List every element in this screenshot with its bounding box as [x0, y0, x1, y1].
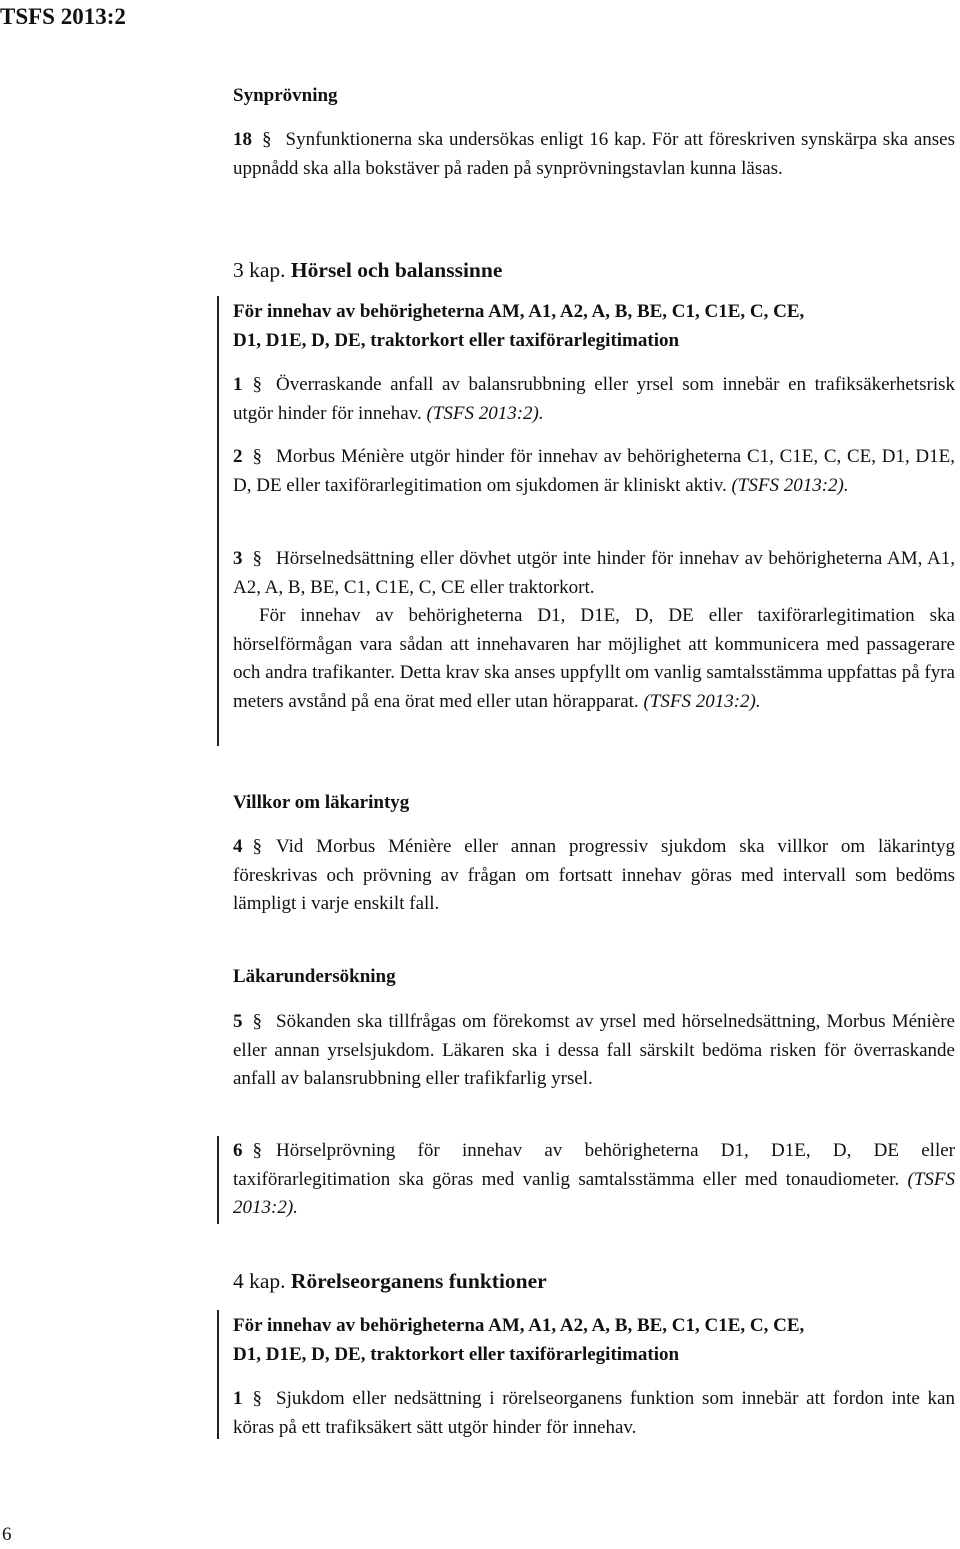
paragraph-sign: §: [252, 548, 262, 569]
amendment-reference: (TSFS 2013:2).: [643, 690, 761, 712]
scope-heading-kap3: [233, 298, 955, 355]
paragraph-number: 18: [233, 129, 252, 150]
chapter-name: Hörsel och balanssinne: [290, 258, 503, 282]
paragraph-text: Vid Morbus Ménière eller annan progressiv sjukdom ska villkor om läkarintyg föreskrivas och prövning av frågan om fortsatt innehav göras med intervall som bedöms lämpligt i varje enskilt fall.: [233, 836, 955, 914]
paragraph-number: 4: [233, 836, 243, 857]
scope-line: För innehav av behörigheterna AM, A1, A2, A, B, BE, C1, C1E, C, CE,: [233, 301, 805, 322]
paragraph-number: 3: [233, 548, 243, 569]
paragraph-3-6: [233, 1137, 955, 1223]
heading-synprovning: Synprövning: [233, 85, 338, 106]
paragraph-text: För innehav av behörigheterna D1, D1E, D, DE eller taxiförarlegitimation ska hörselförmågan vara sådan att innehavaren har möjlighet att kommunicera med passagerare och andra trafikanter. Detta krav ska anses uppfyllt om vanlig samtalsstämma uppfattas på fyra meters avstånd på ena örat med eller utan hörapparat.: [233, 605, 955, 712]
paragraph-3-1: [233, 371, 955, 428]
paragraph-3-5: [233, 1008, 955, 1094]
paragraph-sign: §: [252, 374, 262, 395]
chapter-number: 4 kap.: [233, 1269, 286, 1293]
paragraph-text: Synfunktionerna ska undersökas enligt 16 kap. För att föreskriven synskärpa ska anses uppnådd ska alla bokstäver på raden på synprövningstavlan kunna läsas.: [233, 129, 955, 179]
amendment-reference: (TSFS 2013:2).: [426, 402, 544, 424]
paragraph-4-1: [233, 1385, 955, 1442]
paragraph-text: Hörselprövning för innehav av behörigheterna D1, D1E, D, DE eller taxiförarlegitimation ska göras med vanlig samtalsstämma eller med tonaudiometer.: [233, 1140, 955, 1190]
chapter-name: Rörelseorganens funktioner: [290, 1269, 547, 1293]
paragraph-18: [233, 126, 955, 183]
paragraph-sign: §: [252, 836, 262, 857]
running-header: TSFS 2013:2: [0, 4, 126, 29]
amendment-reference: (TSFS 2013:2).: [731, 474, 849, 496]
paragraph-text: Sjukdom eller nedsättning i rörelseorganens funktion som innebär att fordon inte kan köras på ett trafiksäkert sätt utgör hinder för innehav.: [233, 1388, 955, 1438]
heading-villkor-om-lakarintyg: Villkor om läkarintyg: [233, 792, 410, 813]
change-bar: [217, 1310, 219, 1439]
amendment-reference: (TSFS 2013:2).: [233, 1168, 956, 1218]
paragraph-number: 6: [233, 1140, 243, 1161]
page-number: 6: [2, 1524, 12, 1545]
paragraph-sign: §: [262, 129, 272, 150]
paragraph-number: 1: [233, 1388, 243, 1409]
paragraph-3-4: [233, 833, 955, 919]
paragraph-number: 5: [233, 1011, 243, 1032]
paragraph-3-2: [233, 443, 955, 500]
paragraph-text: Sökanden ska tillfrågas om förekomst av yrsel med hörselnedsättning, Morbus Ménière eller annan yrselsjukdom. Läkaren ska i dessa fall särskilt bedöma risken för överraskande anfall av balansrubbning eller trafikfarlig yrsel.: [233, 1011, 955, 1089]
paragraph-text: Morbus Ménière utgör hinder för innehav av behörigheterna C1, C1E, C, CE, D1, D1E, D, DE eller taxiförarlegitimation om sjukdomen är kliniskt aktiv.: [233, 446, 955, 496]
scope-heading-kap4: [233, 1312, 955, 1369]
scope-line: För innehav av behörigheterna AM, A1, A2, A, B, BE, C1, C1E, C, CE,: [233, 1315, 805, 1336]
paragraph-sign: §: [252, 1140, 262, 1161]
scope-line: D1, D1E, D, DE, traktorkort eller taxiförarlegitimation: [233, 1343, 680, 1365]
paragraph-sign: §: [252, 1011, 262, 1032]
chapter-number: 3 kap.: [233, 258, 286, 282]
paragraph-sign: §: [252, 1388, 262, 1409]
paragraph-number: 2: [233, 446, 243, 467]
paragraph-number: 1: [233, 374, 243, 395]
change-bar: [217, 1136, 219, 1224]
paragraph-text: Hörselnedsättning eller dövhet utgör inte hinder för innehav av behörigheterna AM, A1, A2, A, B, BE, C1, C1E, C, CE eller traktorkort.: [233, 548, 955, 598]
paragraph-3-3: [233, 545, 955, 716]
chapter-4-title: [233, 1266, 955, 1296]
paragraph-sign: §: [252, 446, 262, 467]
change-bar: [217, 296, 219, 746]
chapter-3-title: [233, 255, 955, 285]
paragraph-text: Överraskande anfall av balansrubbning eller yrsel som innebär en trafiksäkerhetsrisk utgör hinder för innehav.: [233, 374, 955, 424]
scope-line: D1, D1E, D, DE, traktorkort eller taxiförarlegitimation: [233, 329, 680, 351]
heading-lakarundersokning: Läkarundersökning: [233, 966, 396, 987]
